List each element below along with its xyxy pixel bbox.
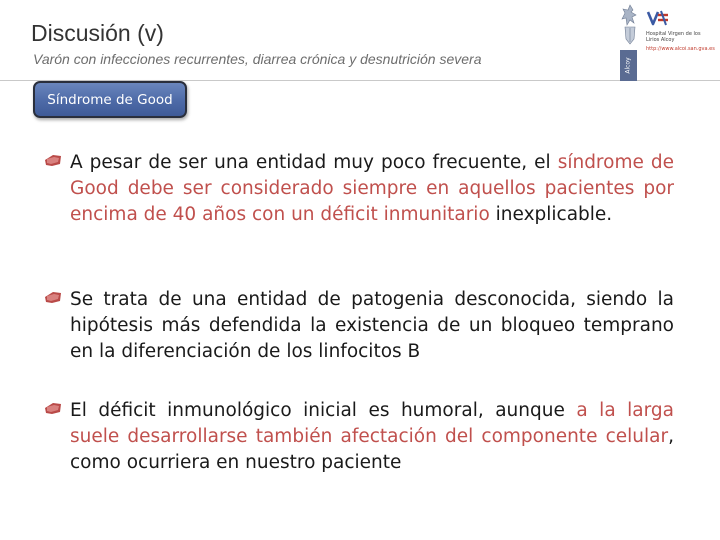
bullet-icon bbox=[44, 154, 62, 167]
bullet-text-segment: Se trata de una entidad de patogenia desconocida, siendo la hipótesis más defendida la existencia de un bloqueo temprano en la diferenciación de los linfocitos B bbox=[70, 289, 674, 362]
side-banner-text: Alcoy bbox=[624, 57, 632, 74]
hospital-logo-icon bbox=[646, 8, 670, 28]
bullet-icon bbox=[44, 291, 62, 304]
slide-title: Discusión (v) bbox=[31, 20, 164, 46]
bullet-text-segment: , como ocurriera en nuestro paciente bbox=[70, 426, 674, 473]
bullet-text-segment: El déficit inmunológico inicial es humoral, aunque bbox=[70, 400, 577, 421]
section-heading-box bbox=[33, 81, 187, 118]
highlight-text: debe ser considerado siempre en aquellos pacientes por encima de 40 años con un déficit inmunitario bbox=[70, 178, 674, 225]
hospital-name: Hospital Virgen de los Lirios Alcoy bbox=[646, 31, 701, 43]
coat-of-arms-icon bbox=[619, 3, 641, 47]
side-banner bbox=[620, 50, 637, 81]
highlight-text: a la larga suele desarrollarse también afectación del componente celular bbox=[70, 400, 674, 447]
highlight-term: síndrome de Good bbox=[70, 152, 674, 199]
bullet-text bbox=[70, 398, 674, 476]
bullet-text bbox=[70, 150, 674, 228]
bullet-text bbox=[70, 287, 674, 365]
section-heading-label: Síndrome de Good bbox=[47, 91, 173, 108]
bullet-text-segment: A pesar de ser una entidad muy poco frecuente, el bbox=[70, 152, 558, 173]
slide-subtitle: Varón con infecciones recurrentes, diarrea crónica y desnutrición severa bbox=[33, 51, 482, 67]
bullet-text-segment: inexplicable. bbox=[489, 204, 613, 225]
bullet-icon bbox=[44, 402, 62, 415]
hospital-url: http://www.alcoi.san.gva.es bbox=[646, 46, 715, 52]
